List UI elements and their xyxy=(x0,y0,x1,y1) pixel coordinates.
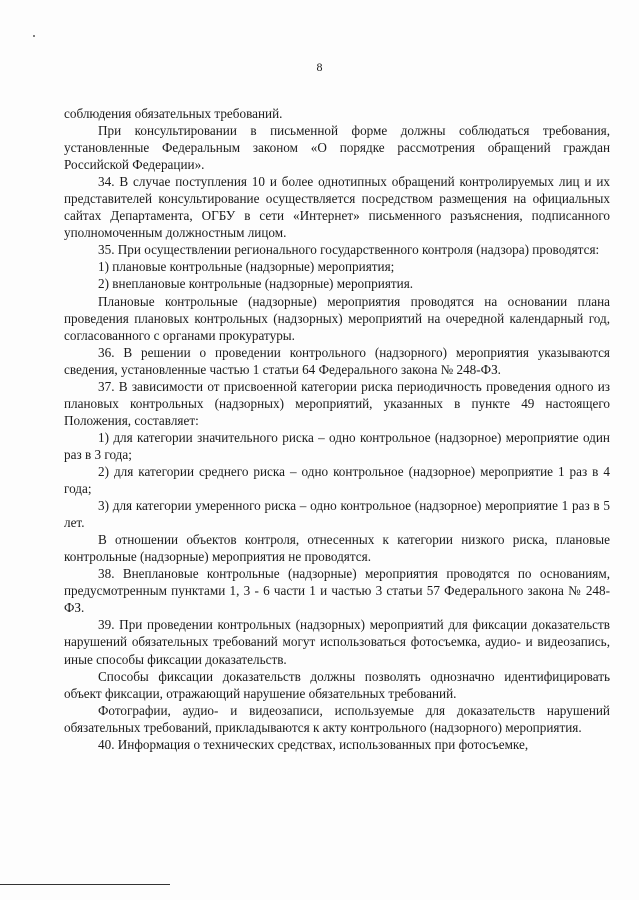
paragraph-item-37: 37. В зависимости от присвоенной категории риска периодичность проведения одного из плановых контрольных (надзорных) мероприятий, указанных в пункте 49 настоящего Положения, составляет: xyxy=(64,378,610,428)
footer-rule xyxy=(0,884,170,885)
paragraph-item-38: 38. Внеплановые контрольные (надзорные) мероприятия проводятся по основаниям, предусмотренным пунктами 1, 3 - 6 части 1 и частью 3 статьи 57 Федерального закона № 248-ФЗ. xyxy=(64,566,610,616)
page-number: 8 xyxy=(316,60,323,74)
paragraph: Способы фиксации доказательств должны позволять однозначно идентифицировать объект фиксации, отражающий нарушение обязательных требований. xyxy=(64,668,610,701)
list-item: 2) внеплановые контрольные (надзорные) мероприятия. xyxy=(98,276,414,292)
paragraph: Фотографии, аудио- и видеозаписи, используемые для доказательств нарушений обязательных требований, прикладываются к акту контрольного (надзорного) мероприятия. xyxy=(64,702,610,735)
paragraph-item-35: 35. При осуществлении регионального государственного контроля (надзора) проводятся: xyxy=(98,242,600,258)
paragraph-item-34: 34. В случае поступления 10 и более однотипных обращений контролируемых лиц и их представителей консультирование осуществляется посредством размещения на официальных сайтах Департамента, ОГБУ в сети «Интернет» письменного разъяснения, подписанного уполномоченным должностным лицом. xyxy=(64,174,610,241)
list-item: 1) для категории значительного риска – одно контрольное (надзорное) мероприятие один раз в 3 года; xyxy=(64,429,610,462)
paragraph: Плановые контрольные (надзорные) мероприятия проводятся на основании плана проведения плановых контрольных (надзорных) мероприятий на очередной календарный год, согласованного с органами прокуратуры. xyxy=(64,293,610,343)
paragraph: В отношении объектов контроля, отнесенных к категории низкого риска, плановые контрольные (надзорные) мероприятия не проводятся. xyxy=(64,532,610,565)
paragraph-item-40: 40. Информация о технических средствах, использованных при фотосъемке, xyxy=(98,736,529,752)
paragraph-item-36: 36. В решении о проведении контрольного (надзорного) мероприятия указываются сведения, установленные частью 1 статьи 64 Федерального закона № 248-ФЗ. xyxy=(64,344,610,377)
document-body xyxy=(64,105,610,753)
paragraph: При консультировании в письменной форме должны соблюдаться требования, установленные Федеральным законом «О порядке рассмотрения обращений граждан Российской Федерации». xyxy=(64,123,610,173)
list-item: 3) для категории умеренного риска – одно контрольное (надзорное) мероприятие 1 раз в 5 лет. xyxy=(64,498,610,531)
list-item: 1) плановые контрольные (надзорные) мероприятия; xyxy=(98,259,395,275)
list-item: 2) для категории среднего риска – одно контрольное (надзорное) мероприятие 1 раз в 4 года; xyxy=(64,463,610,497)
scan-speck xyxy=(33,35,35,37)
paragraph-item-39: 39. При проведении контрольных (надзорных) мероприятий для фиксации доказательств нарушений обязательных требований могут использоваться фотосъемка, аудио- и видеозапись, иные способы фиксации доказательств. xyxy=(64,617,610,667)
paragraph: соблюдения обязательных требований. xyxy=(64,106,283,121)
